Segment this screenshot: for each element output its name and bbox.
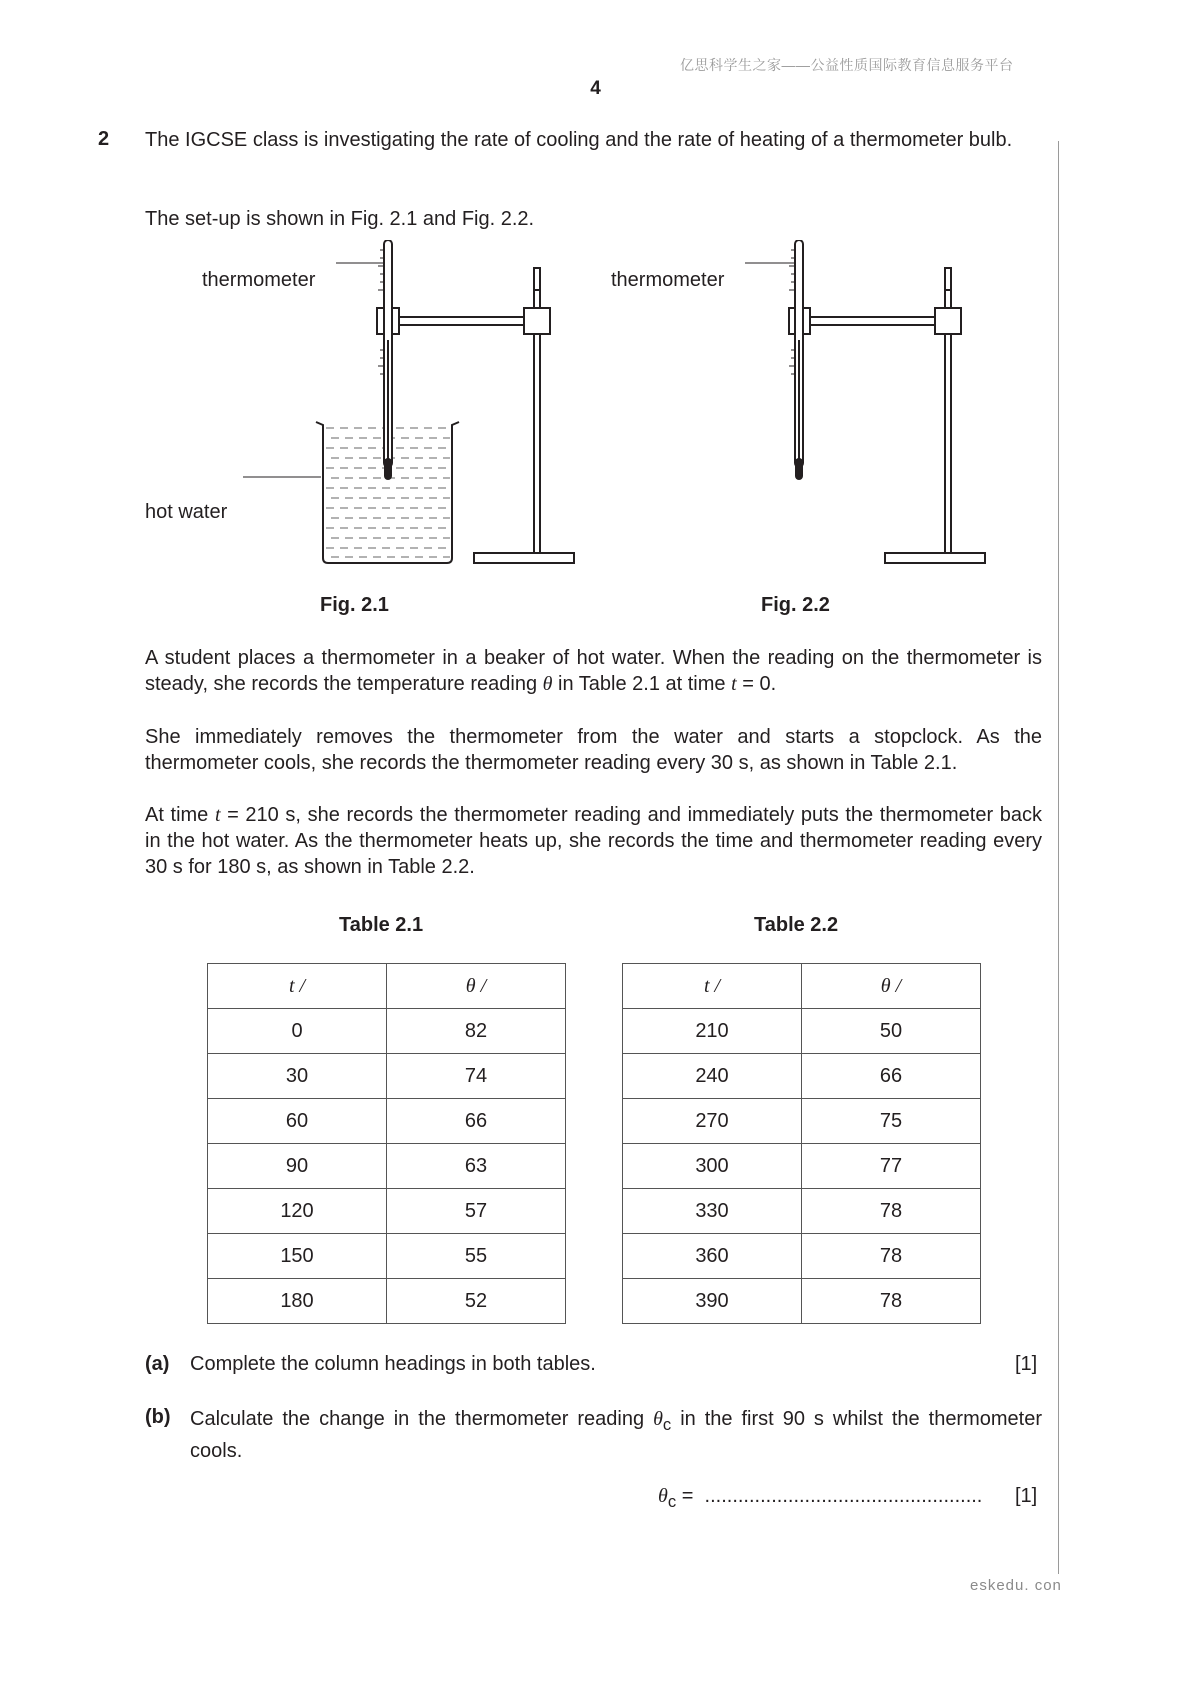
footer-watermark: eskedu. con — [970, 1577, 1062, 1594]
table-row — [623, 1054, 981, 1099]
table1-cell: 66 — [387, 1099, 566, 1144]
table2-cell: 78 — [802, 1234, 981, 1279]
p3-text-a: At time — [145, 804, 215, 826]
paragraph-1 — [145, 645, 1042, 697]
p3-text-b: = 210 s, she records the thermometer reading and immediately puts the thermometer back in the hot water. As the thermometer heats up, she records the time and thermometer reading every 30 s for 180 s, as shown in Table 2.2. — [145, 804, 1042, 878]
table-row — [623, 1099, 981, 1144]
table-row — [208, 1189, 566, 1234]
fig1-thermometer — [378, 240, 392, 480]
table2-cell: 330 — [623, 1189, 802, 1234]
table1-cell: 120 — [208, 1189, 387, 1234]
table1-cell: 52 — [387, 1279, 566, 1324]
fig2-thermometer — [789, 240, 803, 480]
table-row — [208, 1144, 566, 1189]
table2-cell: 78 — [802, 1189, 981, 1234]
table-row — [623, 1189, 981, 1234]
fig1-clamp-stand — [377, 268, 574, 563]
fig1-thermometer-label: thermometer — [202, 269, 316, 291]
fig1-hot-water-label: hot water — [145, 501, 228, 523]
table2-cell: 240 — [623, 1054, 802, 1099]
question-number: 2 — [98, 128, 110, 150]
p1-text-b: in Table 2.1 at time — [552, 673, 732, 695]
page-number: 4 — [590, 78, 601, 99]
table-row — [208, 1099, 566, 1144]
part-a-label: (a) — [145, 1353, 170, 1375]
answer-equals: = — [676, 1485, 694, 1507]
table1-cell: 74 — [387, 1054, 566, 1099]
table-row — [208, 1054, 566, 1099]
header-watermark: 亿思科学生之家——公益性质国际教育信息服务平台 — [680, 57, 1014, 73]
part-b-marks: [1] — [1015, 1485, 1038, 1507]
table-row — [623, 1279, 981, 1324]
answer-theta: θ — [658, 1485, 668, 1507]
table1-cell: 30 — [208, 1054, 387, 1099]
table-row — [208, 1009, 566, 1054]
setup-text: The set-up is shown in Fig. 2.1 and Fig. 2.2. — [145, 208, 535, 230]
part-a-text: Complete the column headings in both tables. — [190, 1353, 596, 1375]
table1-cell: 60 — [208, 1099, 387, 1144]
p1-theta: θ — [542, 673, 553, 695]
table2-cell: 270 — [623, 1099, 802, 1144]
table2-cell: 210 — [623, 1009, 802, 1054]
part-b-text-a: Calculate the change in the thermometer reading — [190, 1408, 654, 1430]
table-2-1 — [207, 963, 566, 1324]
table2-cell: 75 — [802, 1099, 981, 1144]
table1-header-theta: θ / — [387, 964, 566, 1009]
part-b-text-b: in the first 90 s whilst the thermometer cools. — [190, 1408, 1043, 1462]
fig2-caption: Fig. 2.2 — [761, 594, 830, 616]
fig2-clamp-stand — [789, 268, 985, 563]
p3-t: t — [214, 804, 221, 826]
table2-cell: 78 — [802, 1279, 981, 1324]
table2-header-t: t / — [623, 964, 802, 1009]
table1-title: Table 2.1 — [339, 914, 424, 936]
table1-cell: 150 — [208, 1234, 387, 1279]
table1-cell: 0 — [208, 1009, 387, 1054]
table1-cell: 57 — [387, 1189, 566, 1234]
table-row — [623, 1009, 981, 1054]
table1-cell: 180 — [208, 1279, 387, 1324]
table-row — [623, 1144, 981, 1189]
table-row — [208, 1279, 566, 1324]
table1-cell: 82 — [387, 1009, 566, 1054]
p1-text-c: = 0. — [736, 673, 777, 695]
part-b-subscript: c — [662, 1415, 672, 1434]
table-2-2 — [622, 963, 981, 1324]
p1-t: t — [731, 673, 737, 695]
question-intro: The IGCSE class is investigating the rate of cooling and the rate of heating of a thermometer bulb. — [145, 129, 1013, 151]
table-row — [623, 1234, 981, 1279]
table1-cell: 55 — [387, 1234, 566, 1279]
part-b-label: (b) — [145, 1406, 171, 1428]
answer-field[interactable]: .................................................. — [704, 1485, 983, 1507]
part-b-theta: θ — [653, 1408, 663, 1430]
table1-cell: 90 — [208, 1144, 387, 1189]
paragraph-2: She immediately removes the thermometer from the water and starts a stopclock. As the thermometer cools, she records the thermometer reading every 30 s, as shown in Table 2.1. — [145, 726, 1042, 774]
table2-cell: 300 — [623, 1144, 802, 1189]
part-a-marks: [1] — [1015, 1353, 1038, 1375]
table1-cell: 63 — [387, 1144, 566, 1189]
table2-header-theta: θ / — [802, 964, 981, 1009]
table2-cell: 77 — [802, 1144, 981, 1189]
part-b-answer-line — [658, 1485, 982, 1512]
fig1-caption: Fig. 2.1 — [320, 594, 389, 616]
answer-subscript: c — [667, 1492, 677, 1511]
table2-cell: 50 — [802, 1009, 981, 1054]
paragraph-3 — [145, 802, 1042, 880]
fig2-thermometer-label: thermometer — [611, 269, 725, 291]
table2-cell: 360 — [623, 1234, 802, 1279]
part-b-text — [190, 1406, 1042, 1464]
table-row — [208, 1234, 566, 1279]
table1-header-t: t / — [208, 964, 387, 1009]
table2-title: Table 2.2 — [754, 914, 839, 936]
table2-cell: 390 — [623, 1279, 802, 1324]
p1-text-a: A student places a thermometer in a beaker of hot water. When the reading on the thermometer is steady, she records the temperature reading — [145, 647, 1042, 695]
table2-cell: 66 — [802, 1054, 981, 1099]
